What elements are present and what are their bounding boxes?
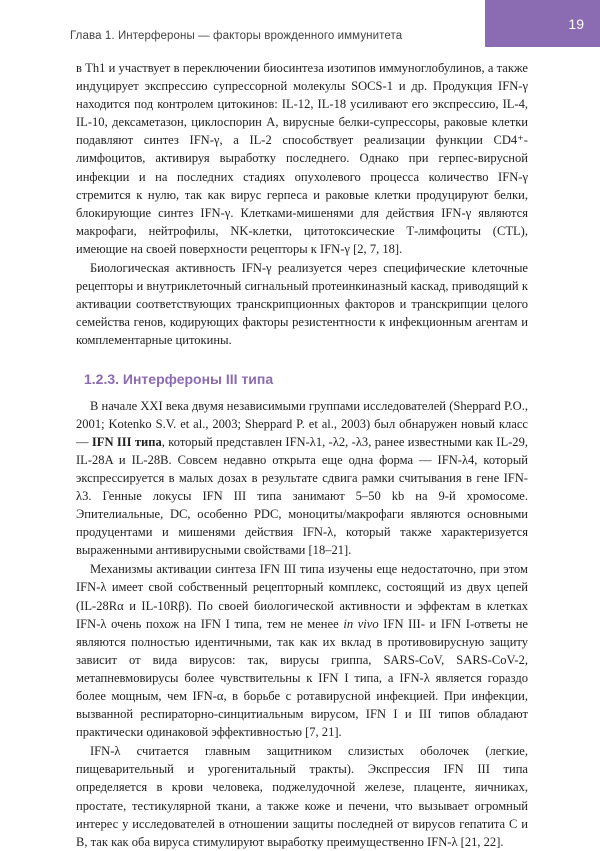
page-number-tab xyxy=(485,0,600,47)
bold-term: IFN III типа xyxy=(91,434,162,449)
paragraph-ifn-iii-mechanism xyxy=(76,560,528,741)
paragraph-text: IFN III- и IFN I-ответы не являются полностью идентичными, так как их вклад в противовирусную защиту зависит от вида вирусов: так, вирусы гриппа, SARS-CoV, SARS-CoV-2, метапневмовирусы более чувствительны к IFN I типа, а IFN-λ является гораздо более мощным, чем IFN-α, в борьбе с ротавирусной инфекцией. При инфекции, вызванной респираторно-синцитиальным вирусом, IFN I и III типов обладают практически одинаковой эффективностью [7, 21]. xyxy=(76,616,528,740)
page-body xyxy=(76,59,528,851)
italic-term: in vivo xyxy=(343,616,379,631)
paragraph-ifn-lambda-mucosa: IFN-λ считается главным защитником слизистых оболочек (легкие, пищеварительный и урогенитальный тракты). Экспрессия IFN III типа определяется в крови человека, поджелудочной железе, плаценте, яичниках, простате, тестикулярной ткани, а также коже и печени, что вызывает огромный интерес у исследователей в отношении защиты последней от вирусов гепатита С и В, так как оба вируса стимулируют выработку преимущественно IFN-λ [21, 22]. xyxy=(76,744,528,849)
paragraph-text: В начале XXI века двумя независимыми группами исследователей (Sheppard P.O., 2001; Kotenko S.V. et al., 2003; Sheppard P. et al., 2003) был обнаружен новый класс — xyxy=(76,398,528,449)
paragraph-text: Механизмы активации синтеза IFN III типа изучены еще недостаточно, при этом IFN-λ имеет свой собственный рецепторный комплекс, состоящий из двух цепей (IL-28Rα и IL-10Rβ). По своей биологической активности и эффектам в клетках IFN-λ очень похож на IFN I типа, тем не менее xyxy=(76,562,528,631)
section-heading: 1.2.3. Интерфероны III типа xyxy=(84,370,274,387)
paragraph-ifn-gamma-activity: Биологическая активность IFN-γ реализуется через специфические клеточные рецепторы и внутриклеточный сигнальный протеинкиназный каскад, приводящий к активации соответствующих транскрипционных факторов и транскрипции целого семейства генов, кодирующих факторы резистентности к инфекционным агентам и комплементарные цитокины. xyxy=(76,261,528,348)
paragraph-text: , который представлен IFN-λ1, -λ2, -λ3, ранее известными как IL-29, IL-28A и IL-28B. Совсем недавно открыта еще одна форма — IFN-λ4, который экспрессируется в малых дозах в результате сдвига рамки считывания в гене IFN-λ3. Генные локусы IFN III типа занимают 5–50 kb на 9-й хромосоме. Эпителиальные, DC, особенно PDC, моноциты/макрофаги являются основными продуцентами и мишенями действия IFN-λ, который также характеризуется выраженными антивирусными свойствами [18–21]. xyxy=(76,434,528,558)
paragraph-ifn-gamma-regulation: в Th1 и участвует в переключении биосинтеза изотипов иммуноглобулинов, а также индуцирует экспрессию супрессорной молекулы SOCS-1 и др. Продукция IFN-γ находится под контролем цитокинов: IL-12, IL-18 усиливают его экспрессию, IL-4, IL-10, дексаметазон, циклоспорин А, вирусные белки-супрессоры, раковые клетки подавляют синтез IFN-γ, а IL-2 способствует реализации функции CD4⁺-лимфоцитов, активируя выработку последнего. Однако при герпес-вирусной инфекции и на последних стадиях опухолевого процесса количество IFN-γ стремится к нулю, так как вирус герпеса и раковые клетки продуцируют белки, блокирующие синтез IFN-γ. Клетками-мишенями для действия IFN-γ являются макрофаги, нейтрофилы, NK-клетки, цитотоксические Т-лимфоциты (CTL), имеющие на своей поверхности рецепторы к IFN-γ [2, 7, 18]. xyxy=(76,61,528,256)
paragraph-ifn-iii-discovery xyxy=(76,397,528,560)
running-head: Глава 1. Интерфероны — факторы врожденного иммунитета xyxy=(70,30,403,42)
page-number: 19 xyxy=(568,16,584,32)
page-header xyxy=(0,0,600,62)
